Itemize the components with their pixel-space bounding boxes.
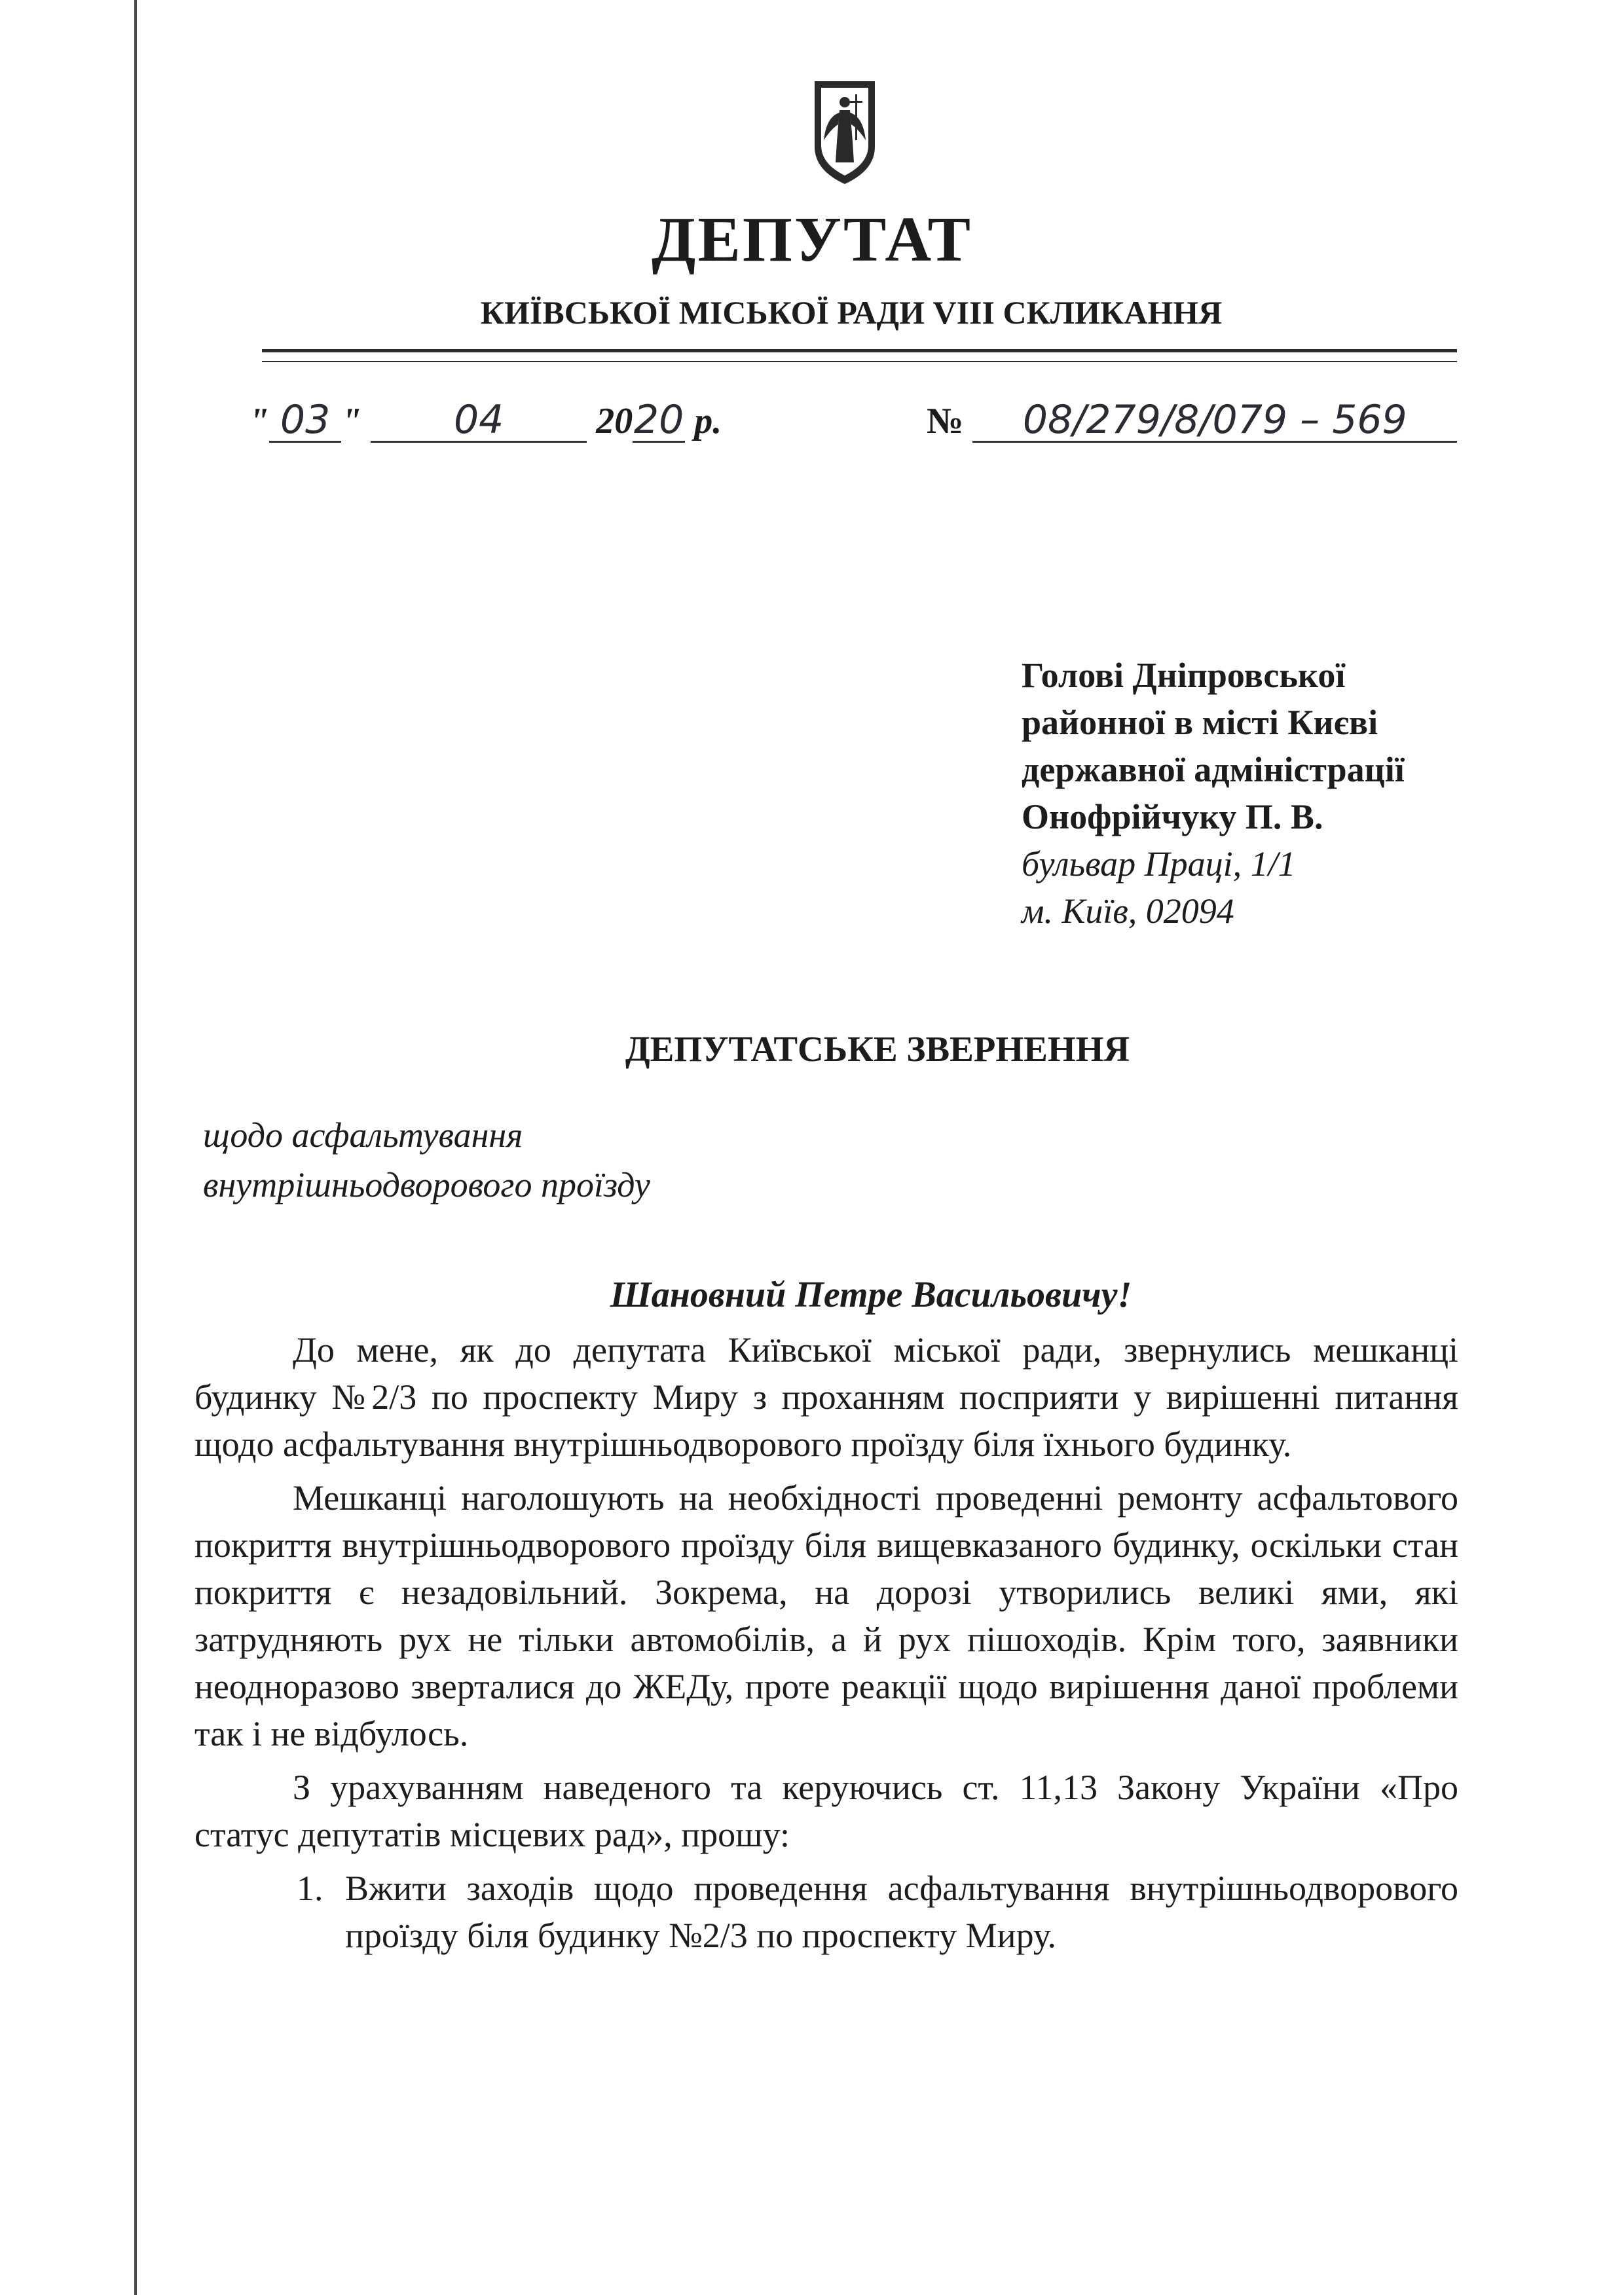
reg-number-value: 08/279/8/079 – 569 xyxy=(972,400,1457,443)
subject-line-2: внутрішньодворового проїзду xyxy=(203,1165,650,1204)
page-edge-line xyxy=(134,0,137,2295)
kyiv-coat-of-arms-icon xyxy=(812,79,877,187)
date-year-prefix: 20 xyxy=(596,401,633,441)
date-suffix: р. xyxy=(694,401,722,441)
document-subject xyxy=(203,1110,650,1210)
document-date: " 03 " 04 2020 р. xyxy=(249,397,722,443)
letter-body xyxy=(194,1326,1458,1959)
addressee-city: м. Київ, 02094 xyxy=(1022,891,1234,931)
request-list xyxy=(194,1865,1458,1959)
date-year-suffix: 20 xyxy=(634,397,684,443)
letterhead-rule-thin xyxy=(262,361,1457,362)
addressee-line-1: Голові Дніпровської xyxy=(1022,656,1346,695)
addressee-line-2: районної в місті Києві xyxy=(1022,703,1378,742)
addressee-line-3: державної адміністрації xyxy=(1022,750,1405,789)
registration-number xyxy=(927,397,1457,443)
reg-prefix: № xyxy=(927,401,964,441)
body-paragraph-1: До мене, як до депутата Київської міської ради, звернулись мешканці будинку №2/3 по проспекту Миру з проханням посприяти у вирішенні питання щодо асфальтування внутрішньодворового проїзду біля їхнього будинку. xyxy=(194,1330,1458,1464)
addressee-line-4: Онофрійчуку П. В. xyxy=(1022,797,1323,836)
date-day: 03 xyxy=(269,400,341,443)
body-paragraph-2: Мешканці наголошують на необхідності проведенні ремонту асфальтового покриття внутрішньодворового проїзду біля вищевказаного будинку, оскільки стан покриття є незадовільний. Зокрема, на дорозі утворились великі ями, які затрудняють рух не тільки автомобілів, а й рух пішоходів. Крім того, заявники неодноразово зверталися до ЖЕДу, проте реакції щодо вирішення даної проблеми так і не відбулось. xyxy=(194,1478,1458,1753)
addressee-street: бульвар Праці, 1/1 xyxy=(1022,844,1296,884)
subject-line-1: щодо асфальтування xyxy=(203,1115,523,1155)
greeting: Шановний Петре Васильовичу! xyxy=(610,1275,1132,1315)
document-heading: ДЕПУТАТСЬКЕ ЗВЕРНЕННЯ xyxy=(625,1029,1130,1069)
addressee-block xyxy=(1022,652,1405,935)
date-month: 04 xyxy=(371,400,587,443)
letterhead-title: ДЕПУТАТ xyxy=(652,204,972,275)
letterhead-subtitle: КИЇВСЬКОЇ МІСЬКОЇ РАДИ VIII СКЛИКАННЯ xyxy=(480,294,1223,331)
letterhead-rule-thick xyxy=(262,349,1457,352)
body-paragraph-3: З урахуванням наведеного та керуючись ст. 11,13 Закону України «Про статус депутатів місцевих рад», прошу: xyxy=(194,1768,1458,1854)
request-item-1: 1. Вжити заходів щодо проведення асфальтування внутрішньодворового проїзду біля будинку №2/3 по проспекту Миру. xyxy=(332,1865,1458,1959)
